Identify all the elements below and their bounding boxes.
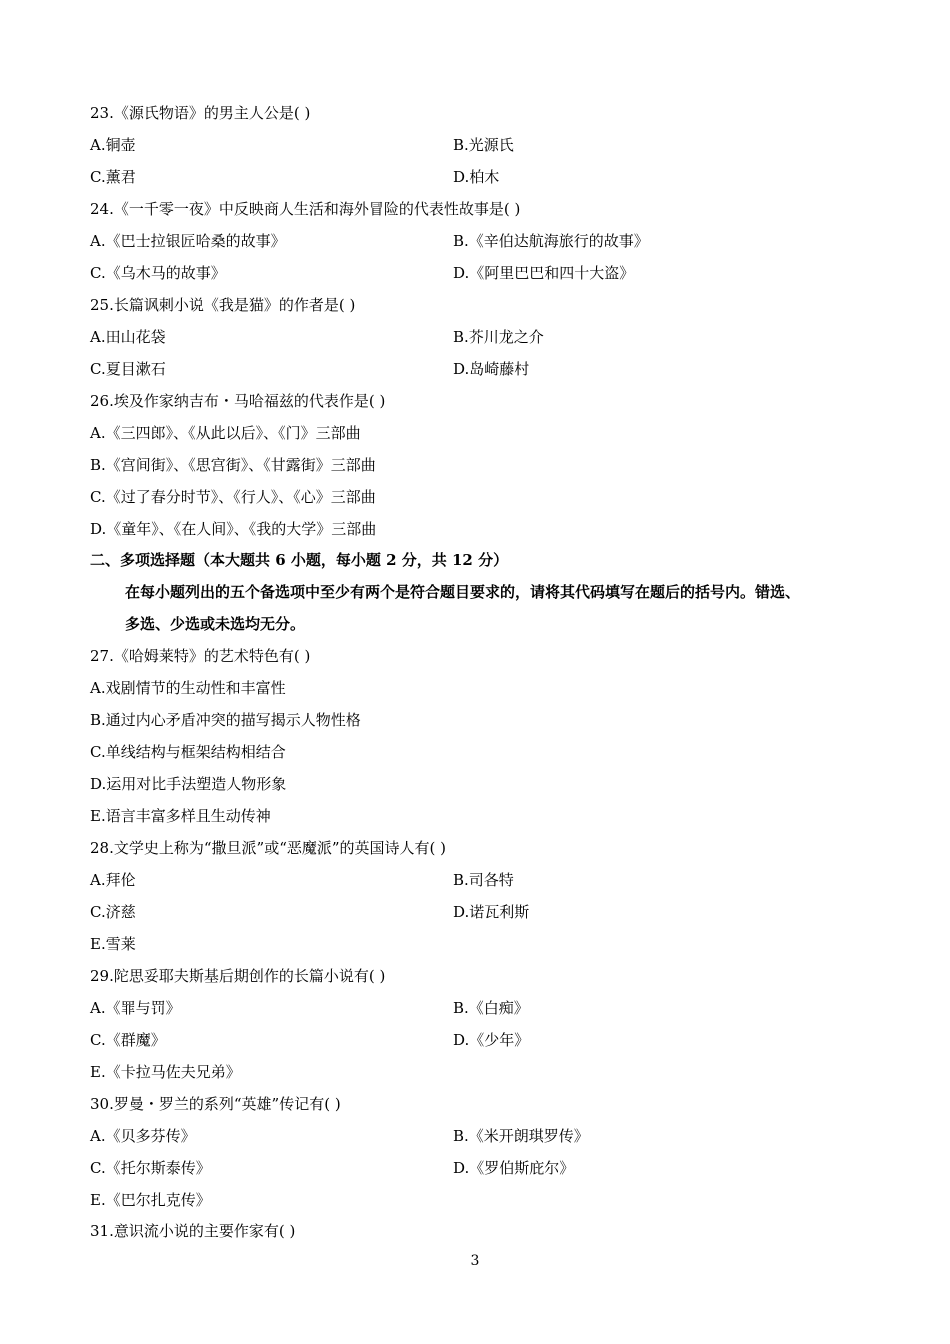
- question-23-option-a: A.铜壶: [90, 136, 136, 154]
- question-23-option-b: B.光源氏: [453, 136, 514, 154]
- question-23-option-d: D.柏木: [453, 168, 500, 186]
- question-25-stem: 25.长篇讽刺小说《我是猫》的作者是( ): [90, 296, 356, 314]
- question-29-option-d: D.《少年》: [453, 1031, 530, 1049]
- question-28-option-c: C.济慈: [90, 903, 136, 921]
- question-27-option-e: E.语言丰富多样且生动传神: [90, 807, 271, 825]
- question-29-option-e: E.《卡拉马佐夫兄弟》: [90, 1063, 241, 1081]
- question-26-option-b: B.《宫间街》、《思宫街》、《甘露街》三部曲: [90, 456, 376, 474]
- section-2-title: 二、多项选择题（本大题共 6 小题，每小题 2 分，共 12 分）: [90, 551, 509, 569]
- question-26-option-a: A.《三四郎》、《从此以后》、《门》三部曲: [90, 424, 361, 442]
- question-25-option-c: C.夏目漱石: [90, 360, 166, 378]
- question-24-option-a: A.《巴士拉银匠哈桑的故事》: [90, 232, 286, 250]
- question-31-stem: 31.意识流小说的主要作家有( ): [90, 1222, 296, 1240]
- question-27-option-c: C.单线结构与框架结构相结合: [90, 743, 286, 761]
- question-28-option-e: E.雪莱: [90, 935, 136, 953]
- question-23-option-c: C.薰君: [90, 168, 136, 186]
- question-29-stem: 29.陀思妥耶夫斯基后期创作的长篇小说有( ): [90, 967, 386, 985]
- question-24-option-b: B.《辛伯达航海旅行的故事》: [453, 232, 649, 250]
- question-27-stem: 27.《哈姆莱特》的艺术特色有( ): [90, 647, 311, 665]
- question-24-stem: 24.《一千零一夜》中反映商人生活和海外冒险的代表性故事是( ): [90, 200, 521, 218]
- section-2-instruction-line-2: 多选、少选或未选均无分。: [125, 615, 306, 633]
- question-27-option-d: D.运用对比手法塑造人物形象: [90, 775, 287, 793]
- question-26-option-d: D.《童年》、《在人间》、《我的大学》三部曲: [90, 520, 377, 538]
- question-28-stem: 28.文学史上称为“撒旦派”或“恶魔派”的英国诗人有( ): [90, 839, 447, 857]
- question-24-option-d: D.《阿里巴巴和四十大盗》: [453, 264, 635, 282]
- question-28-option-d: D.诺瓦利斯: [453, 903, 530, 921]
- section-2-instruction-line-1: 在每小题列出的五个备选项中至少有两个是符合题目要求的，请将其代码填写在题后的括号内。错选、: [125, 583, 801, 601]
- question-30-stem: 30.罗曼・罗兰的系列“英雄”传记有( ): [90, 1095, 341, 1113]
- question-24-option-c: C.《乌木马的故事》: [90, 264, 226, 282]
- question-29-option-a: A.《罪与罚》: [90, 999, 181, 1017]
- question-26-stem: 26.埃及作家纳吉布・马哈福兹的代表作是( ): [90, 392, 386, 410]
- question-29-option-b: B.《白痴》: [453, 999, 529, 1017]
- question-25-option-a: A.田山花袋: [90, 328, 166, 346]
- question-25-option-b: B.芥川龙之介: [453, 328, 544, 346]
- question-26-option-c: C.《过了春分时节》、《行人》、《心》三部曲: [90, 488, 376, 506]
- question-28-option-b: B.司各特: [453, 871, 514, 889]
- question-23-stem: 23.《源氏物语》的男主人公是( ): [90, 104, 311, 122]
- question-27-option-a: A.戏剧情节的生动性和丰富性: [90, 679, 286, 697]
- question-29-option-c: C.《群魔》: [90, 1031, 166, 1049]
- page-number: 3: [470, 1253, 480, 1269]
- question-30-option-d: D.《罗伯斯庇尔》: [453, 1159, 575, 1177]
- question-30-option-c: C.《托尔斯泰传》: [90, 1159, 211, 1177]
- question-30-option-e: E.《巴尔扎克传》: [90, 1191, 211, 1209]
- question-30-option-b: B.《米开朗琪罗传》: [453, 1127, 589, 1145]
- question-27-option-b: B.通过内心矛盾冲突的描写揭示人物性格: [90, 711, 361, 729]
- question-25-option-d: D.岛崎藤村: [453, 360, 530, 378]
- question-30-option-a: A.《贝多芬传》: [90, 1127, 196, 1145]
- question-28-option-a: A.拜伦: [90, 871, 136, 889]
